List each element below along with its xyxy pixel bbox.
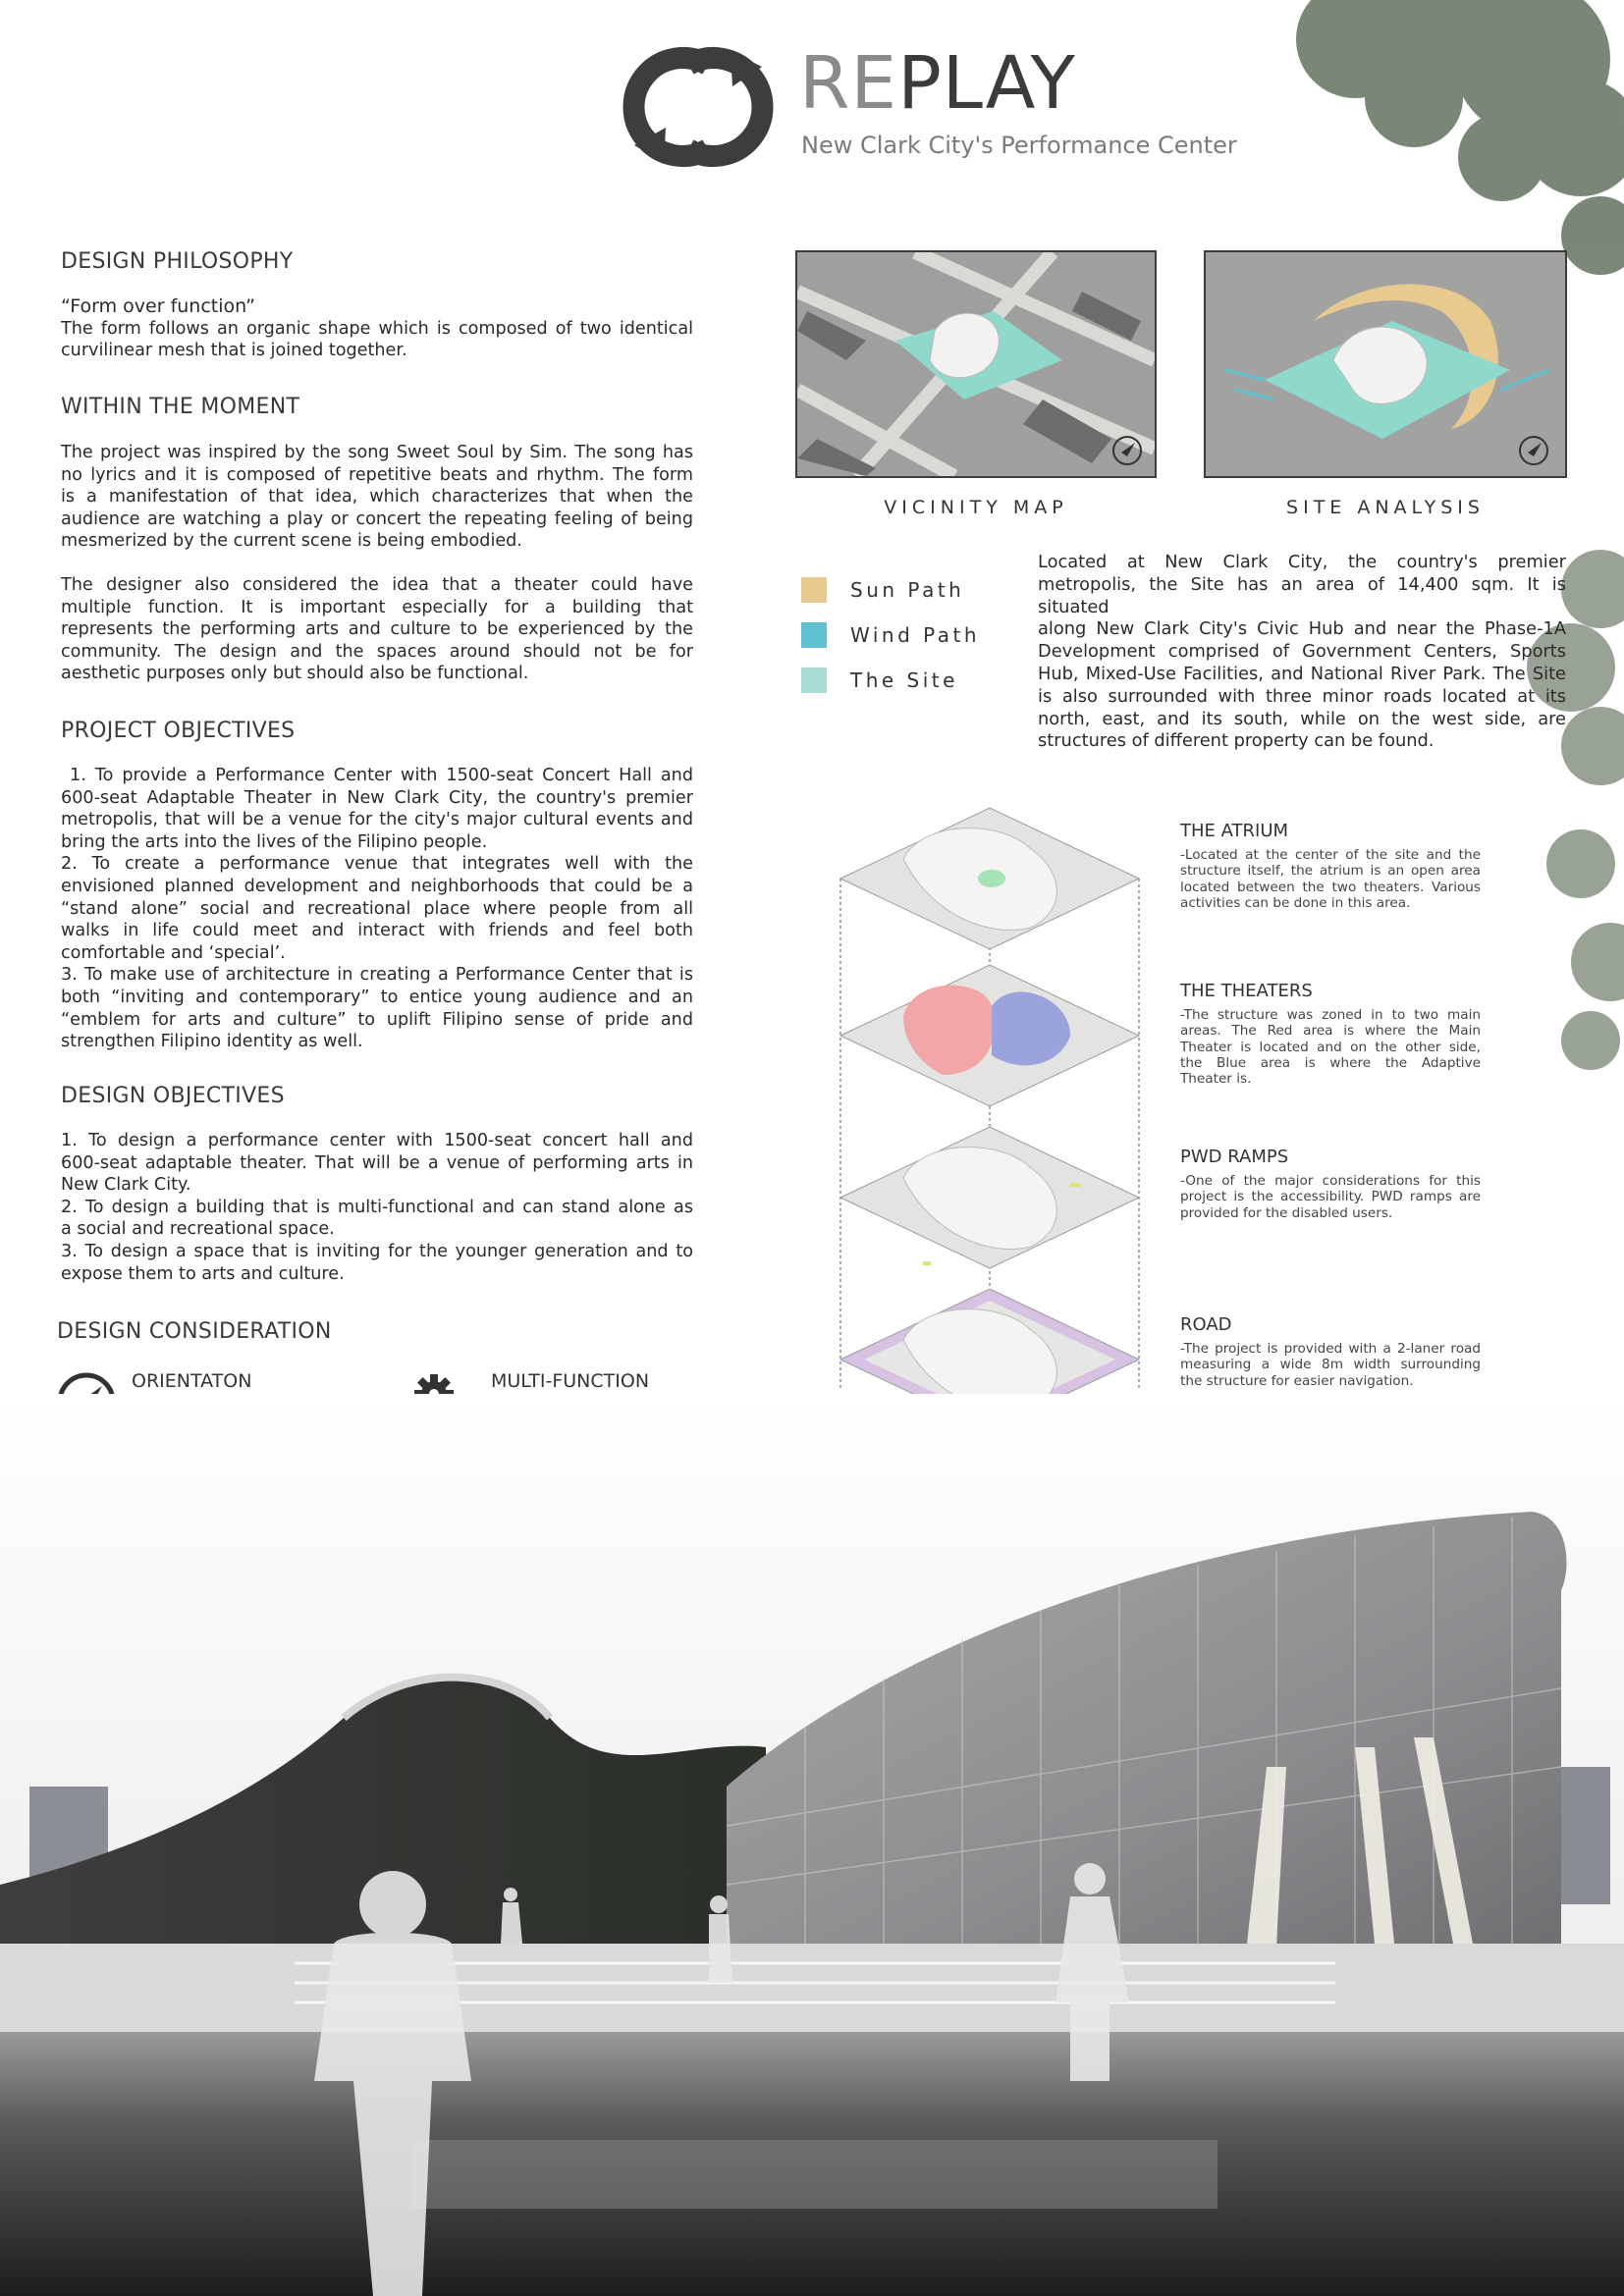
design-consideration-heading: DESIGN CONSIDERATION xyxy=(57,1319,332,1344)
label-theaters xyxy=(1180,981,1481,1087)
page-title xyxy=(799,43,1076,124)
project-objectives-heading: PROJECT OBJECTIVES xyxy=(61,719,296,743)
layer-atrium xyxy=(840,808,1139,949)
legend-item-wind-path xyxy=(801,613,1017,658)
label-desc: -The structure was zoned in to two main areas. The Red area is where the Main Theater is located and on the other side, the Blue area is where the Adaptive Theater is. xyxy=(1180,1007,1481,1088)
within-moment-heading: WITHIN THE MOMENT xyxy=(61,395,300,419)
legend xyxy=(801,567,1017,703)
label-atrium xyxy=(1180,821,1481,911)
layer-pwd-ramps xyxy=(840,1127,1139,1268)
vicinity-map-graphic xyxy=(797,252,1155,476)
design-objectives-section xyxy=(61,1084,693,1285)
label-desc: -Located at the center of the site and the structure itself, the atrium is an open area located between the two theaters. Various activities can be done in this area. xyxy=(1180,847,1481,911)
project-objectives-text: 1. To provide a Performance Center with 1500-seat Concert Hall and 600-seat Adaptable Theater in New Clark City, the country's premier metropolis, that will be a venue for the city's major cultural events and bring the arts into the lives of the Filipino people. 2. To create a performance venue that integrates well with the envisioned planned development and neighborhoods that could be a “stand alone” social and recreational place where people from all walks in life could meet and interact with friends and feel both comfortable and ‘special’. 3. To make use of architecture in creating a Performance Center that is both “inviting and contemporary” to entice young audience and an “emblem for arts and culture” to uplift Filipino sense of pride and strengthen Filipino identity as well. xyxy=(61,766,693,1052)
label-title: ROAD xyxy=(1180,1314,1232,1335)
legend-item-the-site xyxy=(801,658,1017,703)
label-road xyxy=(1180,1314,1481,1389)
philosophy-text: The form follows an organic shape which is composed of two identical curvilinear mesh that is joined together. xyxy=(61,318,693,361)
site-analysis-caption: SITE ANALYSIS xyxy=(1286,497,1485,518)
legend-label: Sun Path xyxy=(850,578,965,602)
legend-swatch xyxy=(801,577,827,603)
label-title: PWD RAMPS xyxy=(1180,1147,1289,1167)
legend-label: Wind Path xyxy=(850,623,981,647)
moment-paragraph-1: The project was inspired by the song Sweet Soul by Sim. The song has no lyrics and it is composed of repetitive beats and rhythm. The form is a manifestation of that idea, which characterizes that when the audience are watching a play or concert the repeating feeling of being mesmerized by the current scene is being embodied. xyxy=(61,443,693,552)
label-pwd-ramps xyxy=(1180,1147,1481,1221)
design-philosophy-heading: DESIGN PHILOSOPHY xyxy=(61,249,294,274)
design-objectives-text: 1. To design a performance center with 1500-seat concert hall and 600-seat adaptable theater. That will be a venue of performing arts in New Clark City. 2. To design a building that is multi-functional and can stand alone as a social and recreational space. 3. To design a space that is inviting for the younger generation and to expose them to arts and culture. xyxy=(61,1131,693,1284)
title-part-play: PLAY xyxy=(897,41,1076,126)
site-analysis-map xyxy=(1204,250,1567,478)
building-render xyxy=(0,1394,1624,2296)
layer-theaters xyxy=(840,965,1139,1106)
within-moment-section xyxy=(61,395,693,685)
logo-icon xyxy=(615,43,782,171)
logo xyxy=(615,43,782,171)
legend-swatch xyxy=(801,667,827,693)
project-objectives-section xyxy=(61,719,693,1053)
label-title: THE ATRIUM xyxy=(1180,821,1289,841)
vicinity-map-caption: VICINITY MAP xyxy=(884,497,1068,518)
philosophy-quote: “Form over function” xyxy=(61,295,255,317)
label-desc: -One of the major considerations for this project is the accessibility. PWD ramps are provided for the disabled users. xyxy=(1180,1173,1481,1221)
design-objectives-heading: DESIGN OBJECTIVES xyxy=(61,1084,285,1108)
exploded-axonometric xyxy=(835,800,1149,1448)
label-title: THE THEATERS xyxy=(1180,981,1313,1001)
title-part-re: RE xyxy=(799,41,898,126)
site-description: Located at New Clark City, the country's premier metropolis, the Site has an area of 14,400 sqm. It is situated along New Clark City's Civic Hub and near the Phase-1A Development comprised of Government Centers, Sports Hub, Mixed-Use Facilities, and National River Park. The Site is also surrounded with three minor roads located at its north, east, and its south, while on the west side, are structures of different property can be found. xyxy=(1038,552,1566,752)
label-desc: -The project is provided with a 2-laner road measuring a wide 8m width surrounding the structure for easier navigation. xyxy=(1180,1341,1481,1389)
legend-item-sun-path xyxy=(801,567,1017,613)
vicinity-map xyxy=(795,250,1157,478)
legend-label: The Site xyxy=(850,668,958,692)
legend-swatch xyxy=(801,622,827,648)
consideration-title: ORIENTATON xyxy=(132,1370,252,1392)
moment-paragraph-2: The designer also considered the idea that a theater could have multiple function. It is important especially for a building that represents the performing arts and culture to be experienced by the community. The design and the spaces around should not be for aesthetic purposes only but should also be functional. xyxy=(61,574,693,684)
consideration-title: MULTI-FUNCTION xyxy=(491,1370,650,1392)
page-subtitle: New Clark City's Performance Center xyxy=(801,132,1237,159)
design-philosophy-section xyxy=(61,249,693,362)
site-analysis-graphic xyxy=(1206,252,1565,476)
